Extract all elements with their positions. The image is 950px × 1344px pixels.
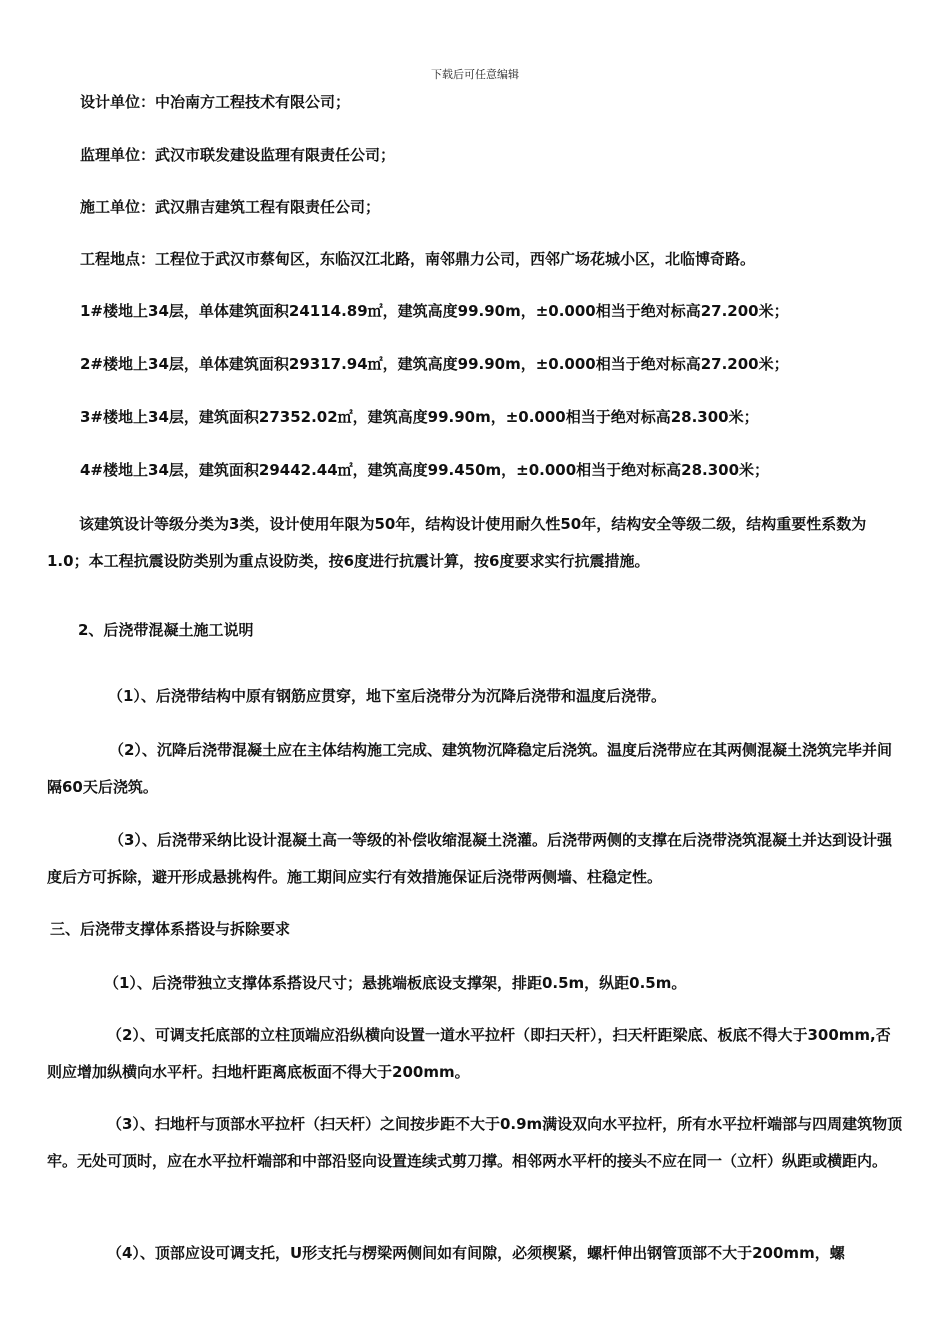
page-header: 下载后可任意编辑: [431, 68, 519, 81]
building-3-info: 3#楼地上34层，建筑面积27352.02㎡，建筑高度99.90m，±0.000相当于绝对标高28.300米；: [80, 408, 759, 426]
building-2-info: 2#楼地上34层，单体建筑面积29317.94㎡，建筑高度99.90m，±0.000相当于绝对标高27.200米；: [80, 355, 789, 373]
design-paragraph: 该建筑设计等级分类为3类，设计使用年限为50年，结构设计使用耐久性50年，结构安全等级二级，结构重要性系数为1.0；本工程抗震设防类别为重点设防类，按6度进行抗震计算，按6度要求实行抗震措施。: [47, 515, 867, 570]
project-location: 工程地点：工程位于武汉市蔡甸区，东临汉江北路，南邻鼎力公司，西邻广场花城小区，北临博奇路。: [80, 250, 756, 268]
section-2-title: 2、后浇带混凝土施工说明: [78, 621, 254, 639]
section-3-title: 三、后浇带支撑体系搭设与拆除要求: [50, 920, 291, 938]
section-2-item-1: （1）、后浇带结构中原有钢筋应贯穿，地下室后浇带分为沉降后浇带和温度后浇带。: [108, 687, 666, 705]
section-3-item-3: （3）、扫地杆与顶部水平拉杆（扫天杆）之间按步距不大于0.9m满设双向水平拉杆，所有水平拉杆端部与四周建筑物顶牢。无处可顶时，应在水平拉杆端部和中部沿竖向设置连续式剪刀撑。相邻两水平杆的接头不应在同一（立杆）纵距或横距内。: [47, 1115, 903, 1170]
section-3-item-4: （4）、顶部应设可调支托，U形支托与楞梁两侧间如有间隙，必须楔紧，螺杆伸出钢管顶部不大于200mm，螺: [107, 1244, 845, 1262]
construction-unit: 施工单位：武汉鼎吉建筑工程有限责任公司；: [80, 198, 381, 216]
section-3-item-2: （2）、可调支托底部的立柱顶端应沿纵横向设置一道水平拉杆（即扫天杆），扫天杆距梁底、板底不得大于300mm,否则应增加纵横向水平杆。扫地杆距离底板面不得大于200mm。: [47, 1026, 891, 1081]
building-1-info: 1#楼地上34层，单体建筑面积24114.89㎡，建筑高度99.90m，±0.000相当于绝对标高27.200米；: [80, 302, 789, 320]
section-3-item-1: （1）、后浇带独立支撑体系搭设尺寸；悬挑端板底设支撑架，排距0.5m，纵距0.5m。: [104, 974, 687, 992]
design-unit: 设计单位：中冶南方工程技术有限公司；: [80, 93, 351, 111]
building-4-info: 4#楼地上34层，建筑面积29442.44㎡，建筑高度99.450m，±0.000相当于绝对标高28.300米；: [80, 461, 770, 479]
section-2-item-3: （3）、后浇带采纳比设计混凝土高一等级的补偿收缩混凝土浇灌。后浇带两侧的支撑在后浇带浇筑混凝土并达到设计强度后方可拆除，避开形成悬挑构件。施工期间应实行有效措施保证后浇带两侧墙、柱稳定性。: [47, 831, 892, 886]
supervision-unit: 监理单位：武汉市联发建设监理有限责任公司；: [80, 146, 396, 164]
section-2-item-2: （2）、沉降后浇带混凝土应在主体结构施工完成、建筑物沉降稳定后浇筑。温度后浇带应在其两侧混凝土浇筑完毕并间隔60天后浇筑。: [47, 741, 892, 796]
